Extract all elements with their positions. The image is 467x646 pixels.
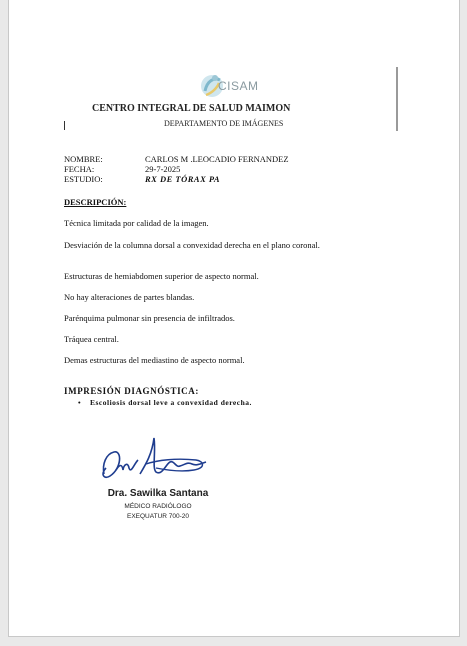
logo-text: CISAM (218, 79, 259, 93)
date-value: 29-7-2025 (145, 164, 181, 174)
study-value: RX DE TÓRAX PA (145, 174, 221, 184)
institution-name: CENTRO INTEGRAL DE SALUD MAIMON (92, 103, 291, 114)
bullet-icon: • (78, 398, 82, 407)
impression-list (78, 398, 252, 407)
study-row (64, 174, 220, 184)
impression-title: IMPRESIÓN DIAGNÓSTICA: (64, 386, 199, 396)
signature-exequatur: EXEQUATUR 700-20 (126, 513, 189, 520)
description-paragraph: Técnica limitada por calidad de la imagen. (64, 218, 209, 228)
signature-name: Dra. Sawilka Santana (107, 488, 209, 499)
cursor-mark (64, 121, 65, 130)
description-paragraph: Desviación de la columna dorsal a convexidad derecha en el plano coronal. (64, 240, 320, 250)
handwritten-signature (96, 434, 216, 486)
name-label: NOMBRE: (64, 154, 103, 164)
signature-title: MÉDICO RADIÓLOGO (124, 503, 192, 510)
impression-item: Escoliosis dorsal leve a convexidad derecha. (90, 398, 252, 407)
date-row (64, 164, 180, 174)
department-name: DEPARTAMENTO DE IMÁGENES (164, 119, 284, 128)
date-label: FECHA: (64, 164, 95, 174)
description-paragraph: Estructuras de hemiabdomen superior de aspecto normal. (64, 271, 259, 281)
text-cursor-bar (396, 67, 398, 131)
description-paragraph: Parénquima pulmonar sin presencia de infiltrados. (64, 313, 235, 323)
description-paragraph: Demas estructuras del mediastino de aspecto normal. (64, 355, 245, 365)
patient-name-row (64, 154, 289, 164)
description-paragraph: Tráquea central. (64, 334, 119, 344)
description-paragraph: No hay alteraciones de partes blandas. (64, 292, 195, 302)
name-value: CARLOS M .LEOCADIO FERNANDEZ (145, 154, 289, 164)
description-title: DESCRIPCIÓN: (64, 197, 127, 207)
study-label: ESTUDIO: (64, 174, 103, 184)
